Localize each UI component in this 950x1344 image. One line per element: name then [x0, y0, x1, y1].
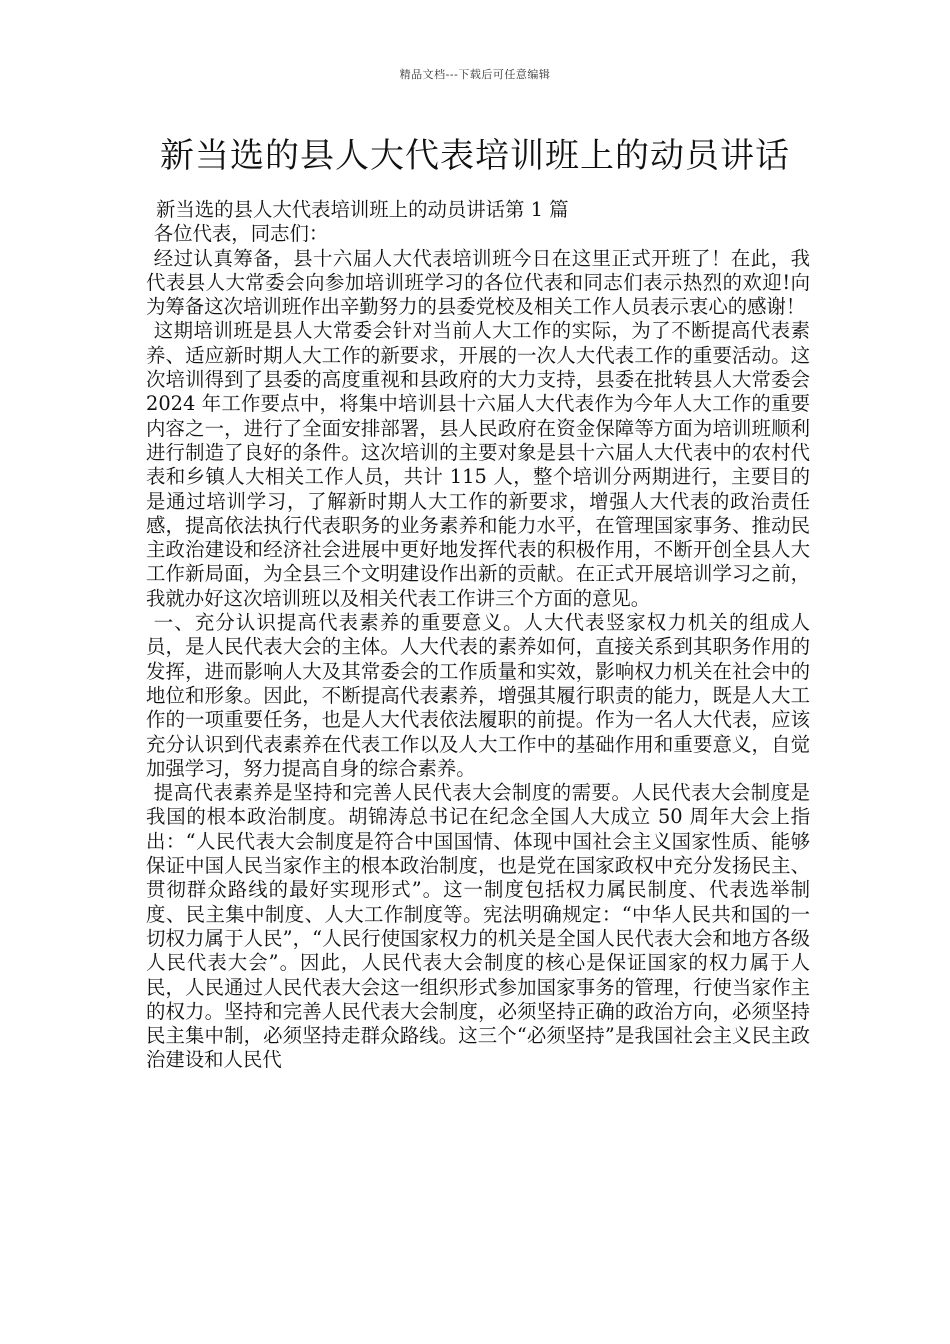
- opening-paragraph: 经过认真筹备，县十六届人大代表培训班今日在这里正式开班了！在此，我代表县人大常委会向参加培训班学习的各位代表和同志们表示热烈的欢迎!向为筹备这次培训班作出辛勤努力的县委党校及相关工作人员表示衷心的感谢！: [146, 246, 810, 319]
- purpose-paragraph: 这期培训班是县人大常委会针对当前人大工作的实际，为了不断提高代表素养、适应新时期人大工作的新要求，开展的一次人大代表工作的重要活动。这次培训得到了县委的高度重视和县政府的大力支持，县委在批转县人大常委会 2024 年工作要点中，将集中培训县十六届人大代表作为今年人大工作的重要内容之一，进行了全面安排部署，县人民政府在资金保障等方面为培训班顺利进行制造了良好的条件。这次培训的主要对象是县十六届人大代表中的农村代表和乡镇人大相关工作人员，共计 115 人，整个培训分两期进行，主要目的是通过培训学习，了解新时期人大工作的新要求，增强人大代表的政治责任感，提高依法执行代表职务的业务素养和能力水平，在管理国家事务、推动民主政治建设和经济社会进展中更好地发挥代表的积极作用，不断开创全县人大工作新局面，为全县三个文明建设作出新的贡献。在正式开展培训学习之前，我就办好这次培训班以及相关代表工作讲三个方面的意见。: [146, 319, 810, 610]
- header-note: 精品文档---下载后可任意编辑: [399, 68, 551, 81]
- document-subtitle: 新当选的县人大代表培训班上的动员讲话第 1 篇: [156, 198, 569, 221]
- document-title: 新当选的县人大代表培训班上的动员讲话: [160, 136, 790, 176]
- section-one-paragraph: 一、充分认识提高代表素养的重要意义。人大代表竖家权力机关的组成人员，是人民代表大会的主体。人大代表的素养如何，直接关系到其职务作用的发挥，进而影响人大及其常委会的工作质量和实效，影响权力机关在社会中的地位和形象。因此，不断提高代表素养，增强其履行职责的能力，既是人大工作的一项重要任务，也是人大代表依法履职的前提。作为一名人大代表，应该充分认识到代表素养在代表工作以及人大工作中的基础作用和重要意义，自觉加强学习，努力提高自身的综合素养。: [146, 611, 810, 780]
- salutation-paragraph: 各位代表，同志们：: [153, 222, 329, 246]
- system-paragraph: 提高代表素养是坚持和完善人民代表大会制度的需要。人民代表大会制度是我国的根本政治制度。胡锦涛总书记在纪念全国人大成立 50 周年大会上指出：“人民代表大会制度是符合中国国情、体现中国社会主义国家性质、能够保证中国人民当家作主的根本政治制度，也是党在国家政权中充分发扬民主、贯彻群众路线的最好实现形式”。这一制度包括权力属民制度、代表选举制度、民主集中制度、人大工作制度等。宪法明确规定：“中华人民共和国的一切权力属于人民”，“人民行使国家权力的机关是全国人民代表大会和地方各级人民代表大会”。因此，人民代表大会制度的核心是保证国家的权力属于人民，人民通过人民代表大会这一组织形式参加国家事务的管理，行使当家作主的权力。坚持和完善人民代表大会制度，必须坚持正确的政治方向，必须坚持民主集中制，必须坚持走群众路线。这三个“必须坚持”是我国社会主义民主政治建设和人民代: [146, 781, 810, 1072]
- document-body: [146, 198, 810, 1073]
